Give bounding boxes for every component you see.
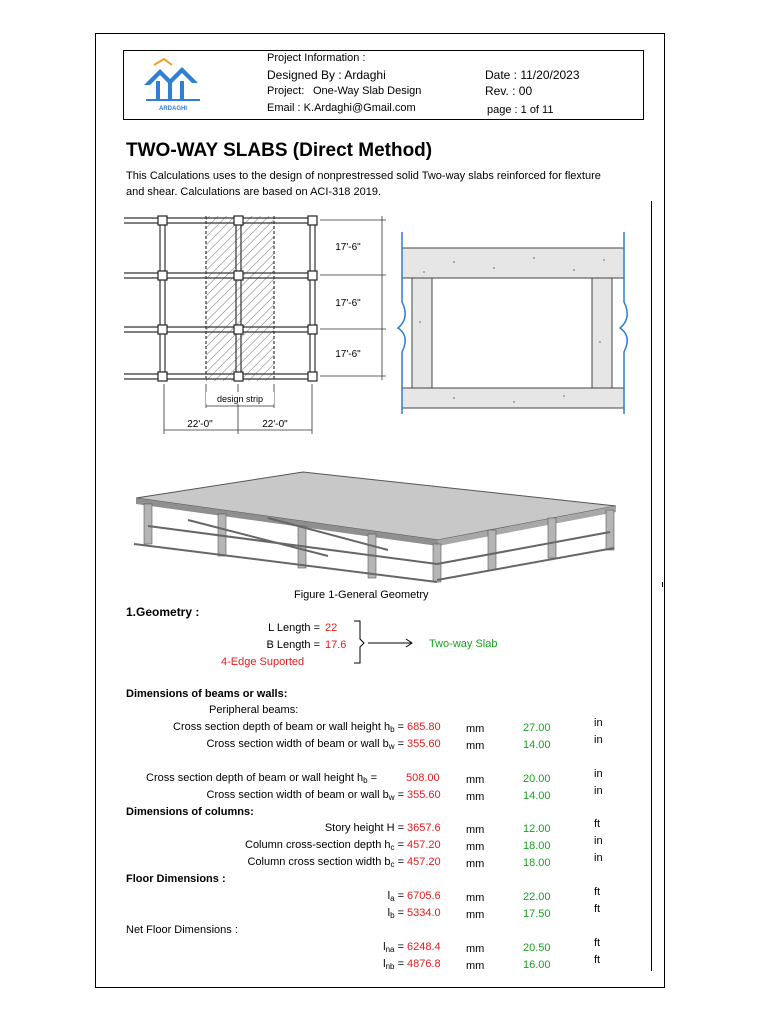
unit-imperial: ft <box>594 937 601 949</box>
label-text: l <box>383 941 386 953</box>
label-equals: = <box>394 856 404 868</box>
dimension-label <box>120 890 404 903</box>
project-label: Project: <box>267 85 305 97</box>
slab-type-result: Two-way Slab <box>429 638 498 650</box>
label-equals: = <box>367 772 377 784</box>
project-name: One-Way Slab Design <box>313 85 422 97</box>
label-subscript: b <box>390 911 395 920</box>
label-subscript: b <box>363 776 368 785</box>
dimension-label <box>120 941 404 954</box>
email: Email : K.Ardaghi@Gmail.com <box>267 102 416 114</box>
unit-mm: mm <box>466 841 485 853</box>
slab-3d-model <box>128 468 618 586</box>
converted-value: 12.00 <box>523 823 551 835</box>
unit-mm: mm <box>466 858 485 870</box>
project-info-label: Project Information : <box>267 52 366 64</box>
converted-value: 22.00 <box>523 891 551 903</box>
label-subscript: c <box>390 860 395 869</box>
label-subscript: na <box>385 945 395 954</box>
label-subscript: w <box>388 742 395 751</box>
unit-mm: mm <box>466 960 485 972</box>
label-text: Cross section width of beam or wall b <box>206 789 389 801</box>
converted-value: 20.00 <box>523 773 551 785</box>
unit-mm: mm <box>466 740 485 752</box>
converted-value: 18.00 <box>523 857 551 869</box>
unit-imperial: in <box>594 852 603 864</box>
unit-mm: mm <box>466 791 485 803</box>
mm-value: 685.80 <box>407 721 441 733</box>
label-equals: = <box>394 958 404 970</box>
dimension-label <box>120 822 404 835</box>
label-text: l <box>387 890 391 902</box>
mm-value: 5334.0 <box>407 907 441 919</box>
label-text: l <box>383 958 386 970</box>
beams-heading: Dimensions of beams or walls: <box>126 688 288 700</box>
mm-value: 3657.6 <box>407 822 441 834</box>
right-divider <box>651 201 652 971</box>
label-text: Cross section depth of beam or wall height h <box>173 721 391 733</box>
unit-imperial: in <box>594 717 603 729</box>
peripheral-beams-label: Peripheral beams: <box>209 704 299 716</box>
l-length-label: L Length = <box>268 622 320 634</box>
unit-imperial: ft <box>594 903 601 915</box>
floor-heading: Floor Dimensions : <box>126 873 226 885</box>
b-length-label: B Length = <box>266 639 320 651</box>
dim-label-1: 22'-0" <box>187 419 213 430</box>
designed-by: Designed By : Ardaghi <box>267 68 386 82</box>
span-label-1: 17'-6" <box>335 242 361 253</box>
label-equals: = <box>394 738 404 750</box>
converted-value: 27.00 <box>523 722 551 734</box>
converted-value: 14.00 <box>523 739 551 751</box>
unit-imperial: in <box>594 785 603 797</box>
brace-arrow-icon <box>352 619 426 665</box>
mm-value: 355.60 <box>407 738 441 750</box>
label-text: Column cross-section depth h <box>245 839 391 851</box>
figure-caption: Figure 1-General Geometry <box>294 589 429 601</box>
label-equals: = <box>394 890 404 902</box>
label-text: Column cross section width b <box>247 856 391 868</box>
unit-imperial: ft <box>594 818 601 830</box>
mm-value: 4876.8 <box>407 958 441 970</box>
unit-imperial: in <box>594 768 603 780</box>
small-mark <box>662 582 663 587</box>
design-strip-label: design strip <box>216 394 264 404</box>
dimension-label <box>100 772 377 785</box>
unit-imperial: ft <box>594 954 601 966</box>
span-label-2: 17'-6" <box>335 298 361 309</box>
label-equals: = <box>394 839 404 851</box>
page-title: TWO-WAY SLABS (Direct Method) <box>126 140 433 161</box>
unit-mm: mm <box>466 909 485 921</box>
support-condition: 4-Edge Suported <box>221 656 305 668</box>
company-logo <box>136 55 220 115</box>
dimension-label <box>120 738 404 751</box>
dimension-label <box>120 907 404 920</box>
converted-value: 17.50 <box>523 908 551 920</box>
label-equals: = <box>394 721 404 733</box>
label-subscript: b <box>390 725 395 734</box>
unit-mm: mm <box>466 943 485 955</box>
label-equals: = <box>394 941 404 953</box>
project-header <box>123 50 644 120</box>
intro-paragraph: This Calculations uses to the design of nonprestressed solid Two-way slabs reinforced for flexture and shear. Calculations are based on ACI-318 2019. <box>126 170 601 198</box>
mm-value: 508.00 <box>406 772 440 784</box>
dimension-label <box>120 839 404 852</box>
label-text: l <box>387 907 391 919</box>
mm-value: 6248.4 <box>407 941 441 953</box>
label-text: Cross section width of beam or wall b <box>206 738 389 750</box>
label-subscript: c <box>390 843 395 852</box>
logo-text: ARDAGHI <box>159 106 187 112</box>
label-equals: = <box>394 907 404 919</box>
b-length-value: 17.6 <box>325 639 347 651</box>
page-number: page : 1 of 11 <box>487 104 554 116</box>
label-subscript: a <box>390 894 395 903</box>
mm-value: 6705.6 <box>407 890 441 902</box>
unit-mm: mm <box>466 723 485 735</box>
unit-imperial: ft <box>594 886 601 898</box>
mm-value: 457.20 <box>407 839 441 851</box>
span-label-3: 17'-6" <box>335 349 361 360</box>
converted-value: 14.00 <box>523 790 551 802</box>
net-floor-heading: Net Floor Dimensions : <box>126 924 238 936</box>
converted-value: 16.00 <box>523 959 551 971</box>
dimension-label <box>120 721 404 734</box>
date: Date : 11/20/2023 <box>485 68 580 82</box>
columns-heading: Dimensions of columns: <box>126 806 254 818</box>
converted-value: 18.00 <box>523 840 551 852</box>
mm-value: 457.20 <box>407 856 441 868</box>
unit-imperial: in <box>594 835 603 847</box>
dimension-label <box>120 789 404 802</box>
geometry-heading: 1.Geometry : <box>126 605 200 619</box>
l-length-value: 22 <box>325 622 338 634</box>
label-text: Cross section depth of beam or wall height h <box>146 772 364 784</box>
dimension-label <box>120 856 404 869</box>
mm-value: 355.60 <box>407 789 441 801</box>
dimension-label <box>120 958 404 971</box>
label-subscript: w <box>388 793 395 802</box>
label-equals: = <box>394 789 404 801</box>
unit-mm: mm <box>466 824 485 836</box>
dim-label-2: 22'-0" <box>262 419 288 430</box>
revision: Rev. : 00 <box>485 84 533 98</box>
unit-mm: mm <box>466 774 485 786</box>
converted-value: 20.50 <box>523 942 551 954</box>
label-subscript: nb <box>385 962 395 971</box>
unit-imperial: in <box>594 734 603 746</box>
label-text: Story height H = <box>324 822 404 834</box>
slab-section-drawing <box>394 232 634 414</box>
slab-plan-drawing <box>124 208 394 440</box>
unit-mm: mm <box>466 892 485 904</box>
